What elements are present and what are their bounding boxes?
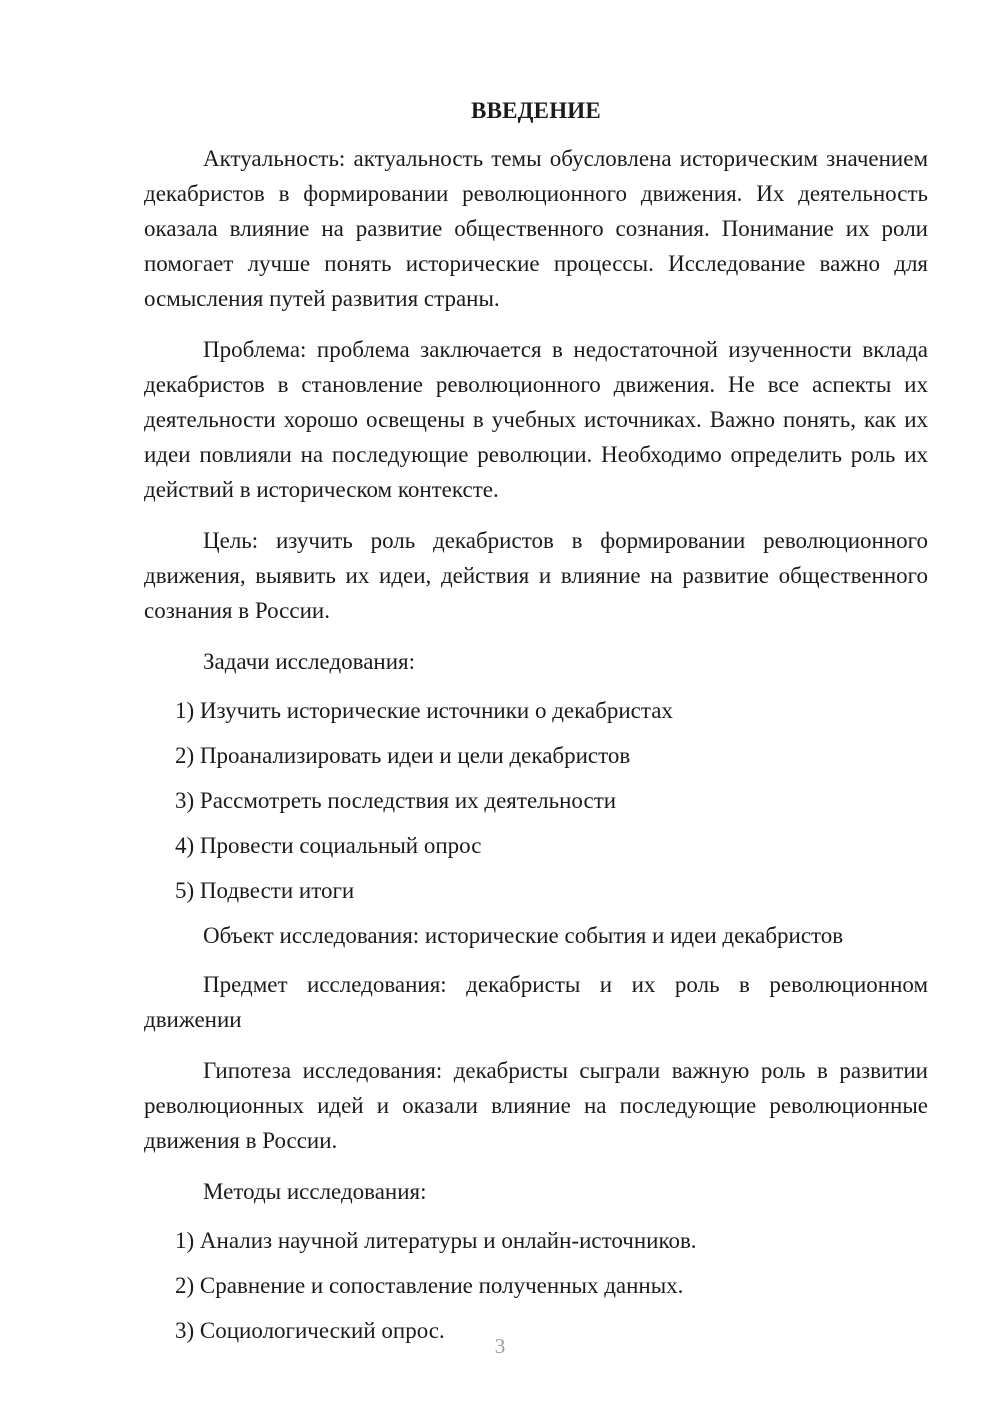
goal-paragraph: Цель: изучить роль декабристов в формировании революционного движения, выявить их идеи, действия и влияние на развитие общественного сознания в России. bbox=[144, 528, 928, 623]
page-content bbox=[144, 96, 928, 1358]
page-number: 3 bbox=[494, 1334, 506, 1358]
tasks-list bbox=[144, 693, 928, 908]
methods-title: Методы исследования: bbox=[203, 1179, 427, 1204]
task-item: 1) Изучить исторические источники о декабристах bbox=[175, 698, 673, 723]
task-item: 2) Проанализировать идеи и цели декабристов bbox=[175, 743, 631, 768]
task-item: 3) Рассмотреть последствия их деятельности bbox=[175, 788, 617, 813]
hypothesis-paragraph: Гипотеза исследования: декабристы сыграли важную роль в развитии революционных идей и оказали влияние на последующие революционные движения в России. bbox=[144, 1058, 928, 1153]
method-item: 3) Социологический опрос. bbox=[175, 1318, 445, 1343]
methods-list bbox=[144, 1223, 928, 1348]
method-item: 1) Анализ научной литературы и онлайн-источников. bbox=[175, 1228, 697, 1253]
relevance-paragraph: Актуальность: актуальность темы обусловлена историческим значением декабристов в формировании революционного движения. Их деятельность оказала влияние на развитие общественного сознания. Понимание их роли помогает лучше понять исторические процессы. Исследование важно для осмысления путей развития страны. bbox=[144, 146, 928, 311]
method-item: 2) Сравнение и сопоставление полученных данных. bbox=[175, 1273, 684, 1298]
problem-paragraph: Проблема: проблема заключается в недостаточной изученности вклада декабристов в становление революционного движения. Не все аспекты их деятельности хорошо освещены в учебных источниках. Важно понять, как их идеи повлияли на последующие революции. Необходимо определить роль их действий в историческом контексте. bbox=[144, 337, 928, 502]
object-paragraph: Объект исследования: исторические события и идеи декабристов bbox=[203, 923, 844, 948]
task-item: 5) Подвести итоги bbox=[175, 878, 355, 903]
subject-paragraph: Предмет исследования: декабристы и их роль в революционном движении bbox=[144, 972, 928, 1032]
page-heading: ВВЕДЕНИЕ bbox=[471, 98, 601, 123]
task-item: 4) Провести социальный опрос bbox=[175, 833, 482, 858]
tasks-title: Задачи исследования: bbox=[203, 649, 416, 674]
